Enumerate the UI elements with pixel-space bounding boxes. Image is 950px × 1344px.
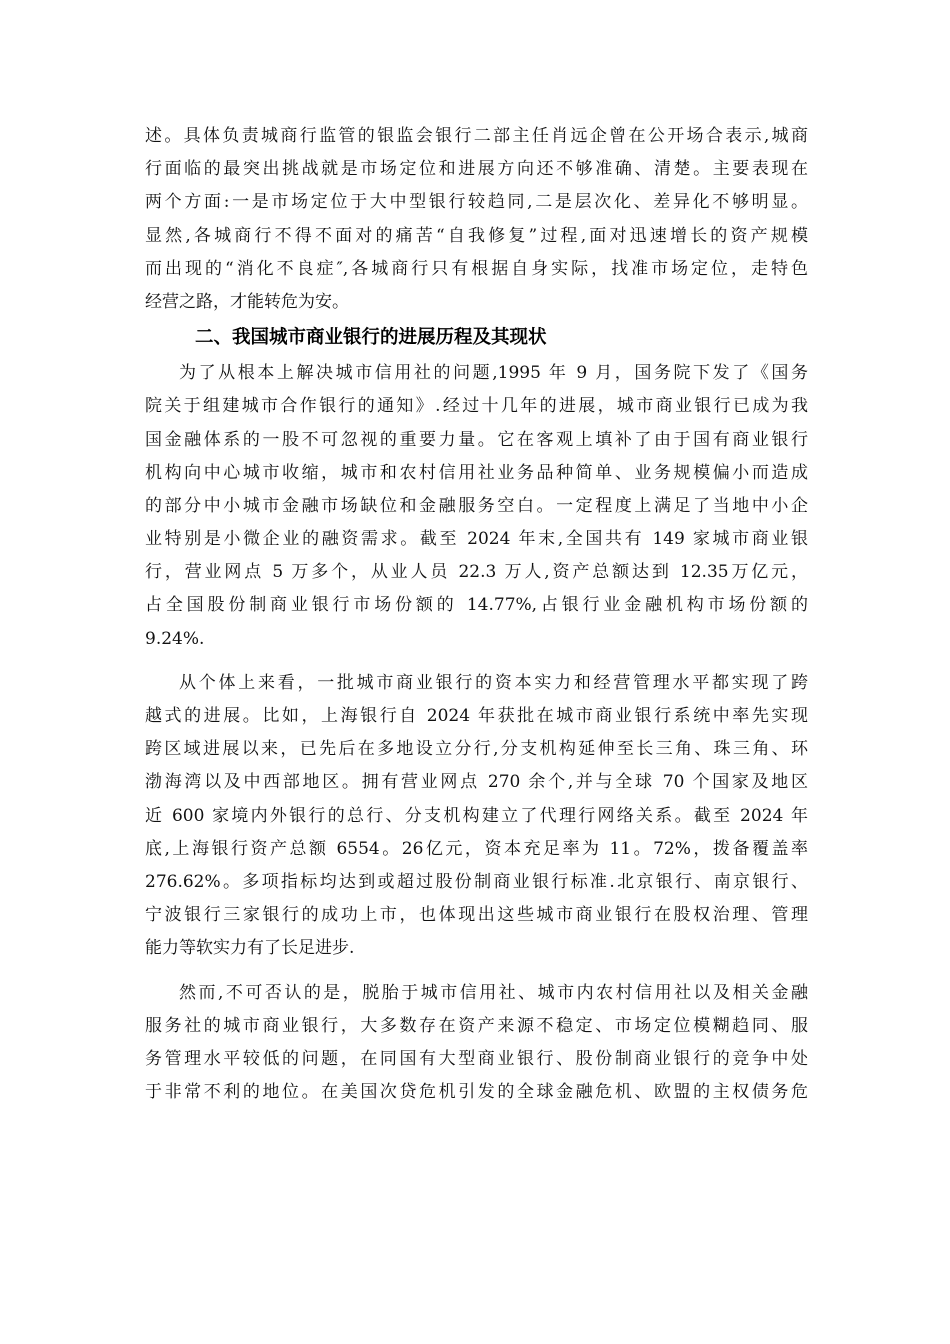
text-line: 经营之路，才能转危为安。 bbox=[145, 291, 349, 312]
paragraph-4 bbox=[145, 977, 808, 1110]
document-body bbox=[145, 120, 808, 1120]
text-line: 行面临的最突出挑战就是市场定位和进展方向还不够准确、清楚。主要表现在 bbox=[145, 159, 808, 180]
text-line: 服务社的城市商业银行，大多数存在资产来源不稳定、市场定位模糊趋同、服 bbox=[145, 1015, 808, 1036]
text-line: 近 600 家境内外银行的总行、分支机构建立了代理行网络关系。截至 2024 年 bbox=[145, 805, 808, 826]
text-line: 渤海湾以及中西部地区。拥有营业网点 270 余个,并与全球 70 个国家及地区 bbox=[145, 772, 808, 793]
text-line: 而出现的“消化不良症″,各城商行只有根据自身实际，找准市场定位，走特色 bbox=[145, 258, 808, 279]
text-line: 为了从根本上解决城市信用社的问题,1995 年 9 月，国务院下发了《国务 bbox=[179, 363, 808, 384]
text-line: 276.62%。多项指标均达到或超过股份制商业银行标准.北京银行、南京银行、 bbox=[145, 871, 808, 892]
text-line: 行，营业网点 5 万多个，从业人员 22.3 万人,资产总额达到 12.35万亿元， bbox=[145, 562, 808, 583]
text-line: 业特别是小微企业的融资需求。截至 2024 年末,全国共有 149 家城市商业银 bbox=[145, 529, 808, 550]
text-line: 院关于组建城市合作银行的通知》.经过十几年的进展，城市商业银行已成为我 bbox=[145, 396, 808, 417]
text-line: 机构向中心城市收缩，城市和农村信用社业务品种简单、业务规模偏小而造成 bbox=[145, 462, 808, 483]
text-line: 的部分中小城市金融市场缺位和金融服务空白。一定程度上满足了当地中小企 bbox=[145, 495, 808, 516]
paragraph-2 bbox=[145, 357, 808, 656]
text-line: 宁波银行三家银行的成功上市，也体现出这些城市商业银行在股权治理、管理 bbox=[145, 905, 808, 926]
text-line: 能力等软实力有了长足进步. bbox=[145, 938, 355, 959]
text-line: 从个体上来看，一批城市商业银行的资本实力和经营管理水平都实现了跨 bbox=[179, 672, 808, 693]
text-line: 务管理水平较低的问题，在同国有大型商业银行、股份制商业银行的竞争中处 bbox=[145, 1048, 808, 1069]
text-line: 于非常不利的地位。在美国次贷危机引发的全球金融危机、欧盟的主权债务危 bbox=[145, 1082, 808, 1103]
text-line: 国金融体系的一股不可忽视的重要力量。它在客观上填补了由于国有商业银行 bbox=[145, 429, 808, 450]
text-line: 然而,不可否认的是，脱胎于城市信用社、城市内农村信用社以及相关金融 bbox=[179, 982, 808, 1003]
text-line: 9.24%. bbox=[145, 628, 205, 649]
paragraph-3 bbox=[145, 667, 808, 966]
text-line: 述。具体负责城商行监管的银监会银行二部主任肖远企曾在公开场合表示,城商 bbox=[145, 126, 808, 146]
text-line: 跨区域进展以来，已先后在多地设立分行,分支机构延伸至长三角、珠三角、环 bbox=[145, 739, 808, 760]
text-line: 两个方面:一是市场定位于大中型银行较趋同,二是层次化、差异化不够明显。 bbox=[145, 192, 808, 213]
paragraph-1 bbox=[145, 120, 808, 319]
text-line: 底,上海银行资产总额 6554。26亿元，资本充足率为 11。72%，拨备覆盖率 bbox=[145, 838, 808, 859]
text-line: 占全国股份制商业银行市场份额的 14.77%,占银行业金融机构市场份额的 bbox=[145, 595, 808, 616]
text-line: 越式的进展。比如，上海银行自 2024 年获批在城市商业银行系统中率先实现 bbox=[145, 706, 808, 726]
section-heading: 二、我国城市商业银行的进展历程及其现状 bbox=[195, 327, 547, 349]
text-line: 显然,各城商行不得不面对的痛苦“自我修复”过程,面对迅速增长的资产规模 bbox=[145, 225, 808, 246]
